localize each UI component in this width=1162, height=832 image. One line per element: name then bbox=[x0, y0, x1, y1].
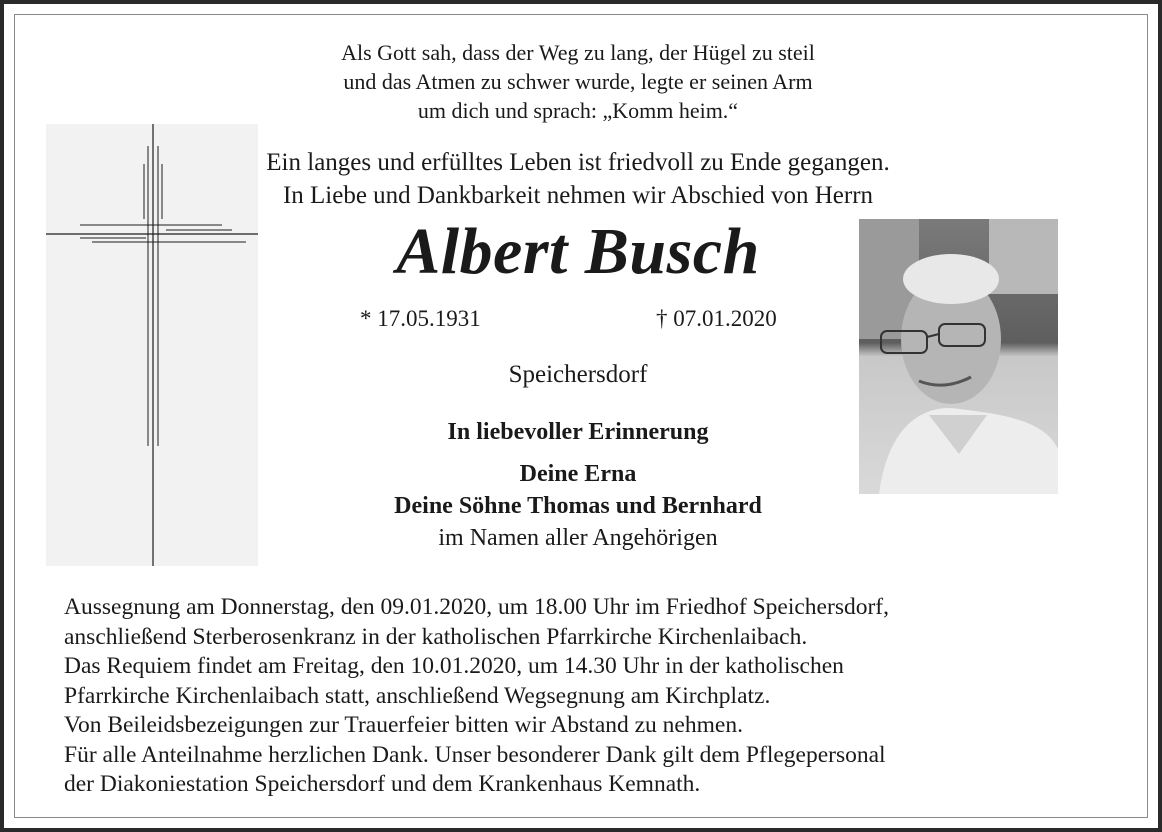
ceremony-details bbox=[64, 593, 1144, 800]
death-date: † 07.01.2020 bbox=[656, 306, 777, 331]
intro-line: Ein langes und erfülltes Leben ist friedvoll zu Ende gegangen. bbox=[266, 149, 890, 176]
details-line: Aussegnung am Donnerstag, den 09.01.2020, um 18.00 Uhr im Friedhof Speichersdorf, bbox=[64, 594, 889, 620]
birth-date: * 17.05.1931 bbox=[360, 306, 481, 331]
family-line: Deine Söhne Thomas und Bernhard bbox=[394, 493, 762, 519]
details-line: anschließend Sterberosenkranz in der katholischen Pfarrkirche Kirchenlaibach. bbox=[64, 623, 808, 650]
portrait-photo bbox=[859, 219, 1058, 494]
intro-line: In Liebe und Dankbarkeit nehmen wir Abschied von Herrn bbox=[282, 182, 874, 209]
family-line: Deine Erna bbox=[519, 461, 637, 487]
details-line: Von Beileidsbezeigungen zur Trauerfeier bitten wir Abstand zu nehmen. bbox=[64, 712, 743, 738]
deceased-name: Albert Busch bbox=[396, 215, 760, 288]
intro-text bbox=[4, 146, 1152, 212]
verse-line: und das Atmen zu schwer wurde, legte er seinen Arm bbox=[343, 69, 813, 94]
details-line: der Diakoniestation Speichersdorf und dem Krankenhaus Kemnath. bbox=[64, 771, 701, 797]
verse-line: Als Gott sah, dass der Weg zu lang, der Hügel zu steil bbox=[341, 40, 815, 65]
verse bbox=[4, 38, 1152, 125]
remembrance-heading: In liebevoller Erinnerung bbox=[447, 419, 709, 445]
family-line: im Namen aller Angehörigen bbox=[438, 525, 718, 551]
details-line: Das Requiem findet am Freitag, den 10.01.2020, um 14.30 Uhr in der katholischen bbox=[64, 653, 844, 679]
verse-line: um dich und sprach: „Komm heim.“ bbox=[417, 98, 739, 123]
details-line: Für alle Anteilnahme herzlichen Dank. Unser besonderer Dank gilt dem Pflegepersonal bbox=[64, 741, 886, 768]
details-line: Pfarrkirche Kirchenlaibach statt, anschließend Wegsegnung am Kirchplatz. bbox=[64, 682, 771, 709]
hometown: Speichersdorf bbox=[508, 361, 648, 388]
